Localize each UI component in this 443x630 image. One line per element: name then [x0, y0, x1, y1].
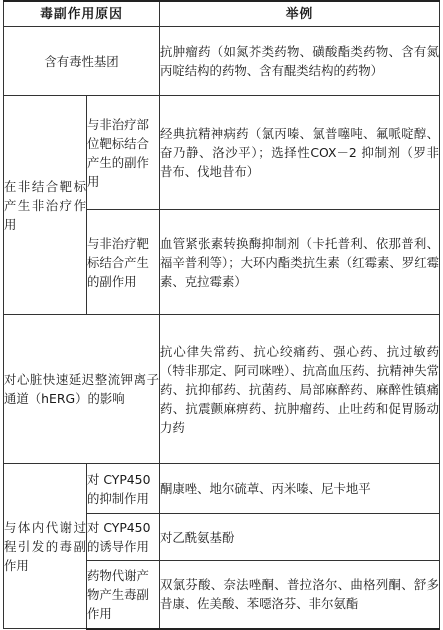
sub-cause-cell: 对 CYP450 的诱导作用: [87, 514, 160, 561]
sub-cause-cell: 与非治疗部位靶标结合产生的副作用: [87, 96, 160, 210]
header-cause: 毒副作用原因: [4, 1, 160, 27]
table-header-row: [4, 1, 440, 27]
table-row: [4, 464, 440, 514]
toxicity-table: [3, 0, 440, 630]
table-row: [4, 315, 440, 464]
cause-group-cell: 在非结合靶标产生非治疗作用: [4, 96, 87, 315]
cause-cell: 对心脏快速延迟整流钾离子通道（hERG）的影响: [4, 315, 160, 464]
example-cell: 抗肿瘤药（如氮芥类药物、磺酸酯类药物、含有氮丙啶结构的药物、含有醌类结构的药物）: [160, 27, 440, 96]
header-example: 举例: [160, 1, 440, 27]
table-row: [4, 96, 440, 210]
example-cell: 双氯芬酸、奈法唑酮、普拉洛尔、曲格列酮、舒多昔康、佐美酸、苯噁洛芬、非尔氨酯: [160, 561, 440, 629]
sub-cause-cell: 对 CYP450 的抑制作用: [87, 464, 160, 514]
table-row: [4, 27, 440, 96]
cause-cell: 含有毒性基团: [4, 27, 160, 96]
cause-group-cell: 与体内代谢过程引发的毒副作用: [4, 464, 87, 629]
example-cell: 酮康唑、地尔硫䓬、丙米嗪、尼卡地平: [160, 464, 440, 514]
sub-cause-cell: 与非治疗靶标结合产生的副作用: [87, 210, 160, 315]
example-cell: 抗心律失常药、抗心绞痛药、强心药、抗过敏药（特非那定、阿司咪唑）、抗高血压药、抗精神失常药、抗抑郁药、抗菌药、局部麻醉药、麻醉性镇痛药、抗震颤麻痹药、抗肿瘤药、止吐药和促胃肠动力药: [160, 315, 440, 464]
example-cell: 血管紧张素转换酶抑制剂（卡托普利、依那普利、福辛普利等）；大环内酯类抗生素（红霉素、罗红霉素、克拉霉素）: [160, 210, 440, 315]
example-cell: 经典抗精神病药（氯丙嗪、氯普噻吨、氟哌啶醇、奋乃静、洛沙平）；选择性COX－2 抑制剂（罗非昔布、伐地昔布）: [160, 96, 440, 210]
example-cell: 对乙酰氨基酚: [160, 514, 440, 561]
sub-cause-cell: 药物代谢产物产生毒副作用: [87, 561, 160, 629]
